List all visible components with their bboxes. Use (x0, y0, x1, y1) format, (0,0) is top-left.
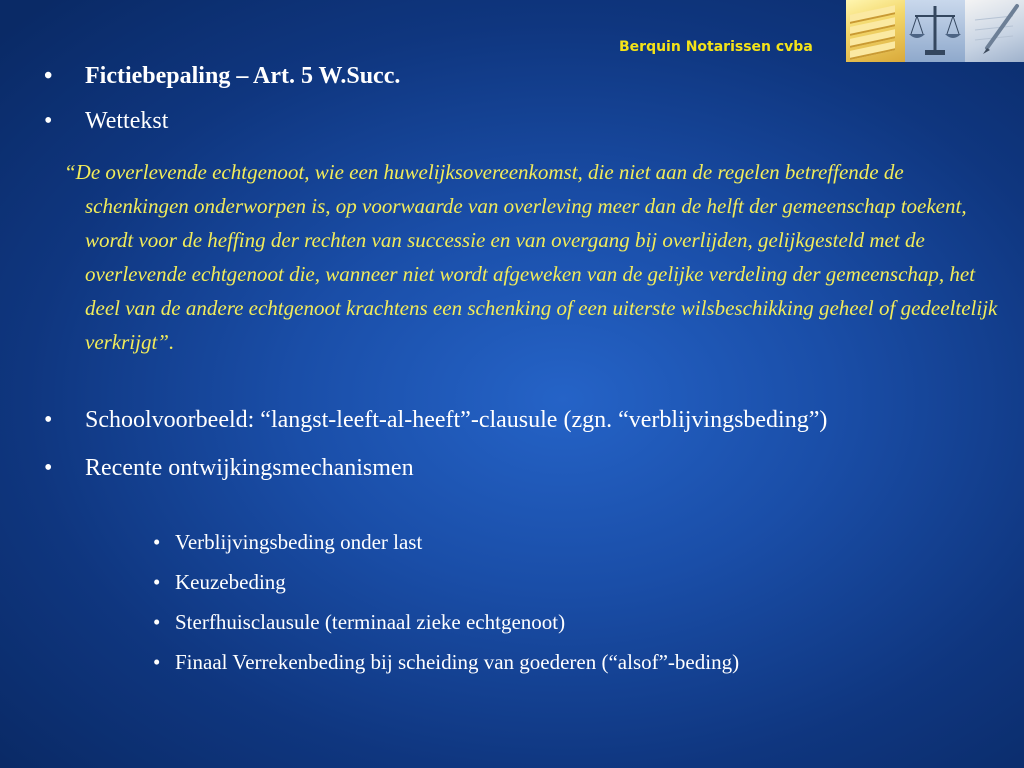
bullet-text: Schoolvoorbeeld: “langst-leeft-al-heeft”-clausule (zgn. “verblijvingsbeding”) (85, 407, 828, 433)
sub-bullet-text: Verblijvingsbeding onder last (175, 530, 423, 554)
bullet-icon: • (153, 650, 161, 674)
bullet-icon: • (44, 108, 53, 134)
pen-writing-icon (965, 0, 1024, 62)
sub-list-item (153, 649, 984, 676)
scales-of-justice-icon (905, 0, 964, 62)
bullet-text: Recente ontwijkingsmechanismen (85, 455, 414, 481)
sub-bullet-text: Keuzebeding (175, 570, 286, 594)
bullet-text: Wettekst (85, 108, 169, 134)
firm-name: Berquin Notarissen cvba (619, 39, 813, 55)
sub-list-item (153, 569, 984, 596)
books-icon (846, 0, 905, 62)
list-item (44, 404, 984, 437)
law-quote: “De overlevende echtgenoot, wie een huwelijksovereenkomst, die niet aan de regelen betreffende de schenkingen onderworpen is, op voorwaarde van overleving meer dan de helft der gemeenschap toekent, wordt voor de heffing der rechten van successie en van overgang bij overlijden, gelijkgesteld met de overlevende echtgenoot die, wanneer niet wordt afgeweken van de gelijke verdeling der gemeenschap, het deel van de andere echtgenoot krachtens een schenking of een uiterste wilsbeschikking geheel of gedeeltelijk verkrijgt”. (64, 160, 998, 354)
header-image-strip (846, 0, 1024, 62)
list-item (44, 60, 984, 93)
bullet-icon: • (153, 570, 161, 594)
top-bullet-list (44, 60, 984, 138)
sub-list-item (153, 609, 984, 636)
bullet-icon: • (44, 63, 53, 89)
bottom-bullet-list (44, 404, 984, 500)
bullet-text: Fictiebepaling – Art. 5 W.Succ. (85, 63, 401, 89)
bullet-icon: • (153, 610, 161, 634)
bullet-icon: • (153, 530, 161, 554)
sub-bullet-text: Sterfhuisclausule (terminaal zieke echtgenoot) (175, 610, 566, 634)
sub-bullet-text: Finaal Verrekenbeding bij scheiding van goederen (“alsof”-beding) (175, 650, 740, 674)
bullet-icon: • (44, 455, 53, 481)
bullet-icon: • (44, 407, 53, 433)
sub-bullet-list (153, 529, 984, 689)
list-item (44, 452, 984, 485)
sub-list-item (153, 529, 984, 556)
list-item (44, 105, 984, 138)
